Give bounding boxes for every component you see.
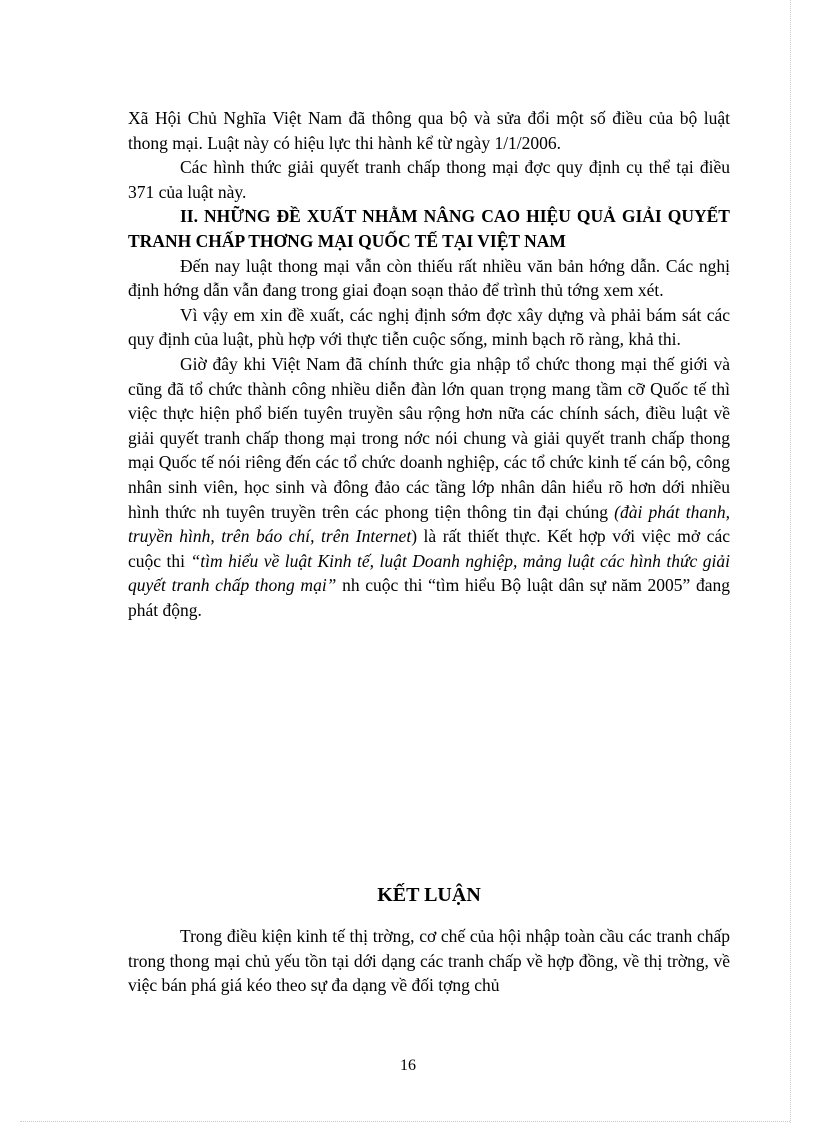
document-page (128, 106, 731, 996)
paragraph-5-text-start: Giờ đây khi Việt Nam đã chính thức gia nhập tổ chức thong mại thế giới và cũng đã tổ chức thành công nhiều diễn đàn lớn quan trọng mang tầm cỡ Quốc tế thì việc thực hiện phổ biến tuyên truyền sâu rộng hơn nữa các chính sách, điều luật về giải quyết tranh chấp thong mại trong nớc nói chung và giải quyết tranh chấp thong mại Quốc tế nói riêng đến các tổ chức doanh nghiệp, các tổ chức kinh tế cán bộ, công nhân sinh viên, học sinh và đông đảo các tầng lớp nhân dân hiểu rõ hơn dới nhiều hình thức nh tuyên truyền trên các phong tiện thông tin đại chúng (128, 353, 730, 522)
body-paragraph-4: Vì vậy em xin đề xuất, các nghị định sớm đợc xây dựng và phải bám sát các quy định của luật, phù hợp với thực tiễn cuộc sống, minh bạch rõ ràng, khả thi. (128, 304, 730, 350)
page-edge-bottom (20, 1121, 790, 1122)
paragraph-5-italic-media: (đài phát thanh, truyền hình, trên báo chí, trên Internet (128, 501, 731, 547)
paragraph-5-text-middle: ) là rất thiết thực. Kết hợp với việc mở các cuộc thi (128, 526, 730, 571)
conclusion-section (128, 924, 730, 998)
body-paragraph-1: Xã Hội Chủ Nghĩa Việt Nam đã thông qua bộ và sửa đổi một số điều của bộ luật thong mại. Luật này có hiệu lực thi hành kể từ ngày 1/1/2006. (128, 108, 730, 153)
conclusion-paragraph-1: Trong điều kiện kinh tế thị trờng, cơ chế của hội nhập toàn cầu các tranh chấp trong thong mại chủ yếu tồn tại dới dạng các tranh chấp về hợp đồng, về thị trờng, về việc bán phá giá kéo theo sự đa dạng về đối tợng chủ (128, 926, 730, 996)
body-paragraph-3: Đến nay luật thong mại vẫn còn thiếu rất nhiều văn bản hớng dẫn. Các nghị định hớng dẫn vẫn đang trong giai đoạn soạn thảo để trình thủ tớng xem xét. (128, 255, 730, 301)
body-paragraph-5 (128, 352, 730, 623)
conclusion-title: KẾT LUẬN (377, 884, 481, 906)
body-paragraph-2: Các hình thức giải quyết tranh chấp thong mại đợc quy định cụ thể tại điều 371 của luật này. (128, 157, 730, 202)
page-edge-right (790, 0, 791, 1123)
section-heading: II. NHỮNG ĐỀ XUẤT NHẰM NÂNG CAO HIỆU QUẢ GIẢI QUYẾT TRANH CHẤP THƠNG MẠI QUỐC TẾ TẠI VIỆT NAM (128, 206, 730, 251)
page-number: 16 (400, 1057, 416, 1074)
paragraph-5-text-end: nh cuộc thi “tìm hiểu Bộ luật dân sự năm 2005” đang phát động. (128, 575, 730, 620)
paragraph-5-italic-contest: “tìm hiểu về luật Kinh tế, luật Doanh nghiệp, mảng luật các hình thức giải quyết tranh chấp thong mại” (128, 550, 731, 596)
